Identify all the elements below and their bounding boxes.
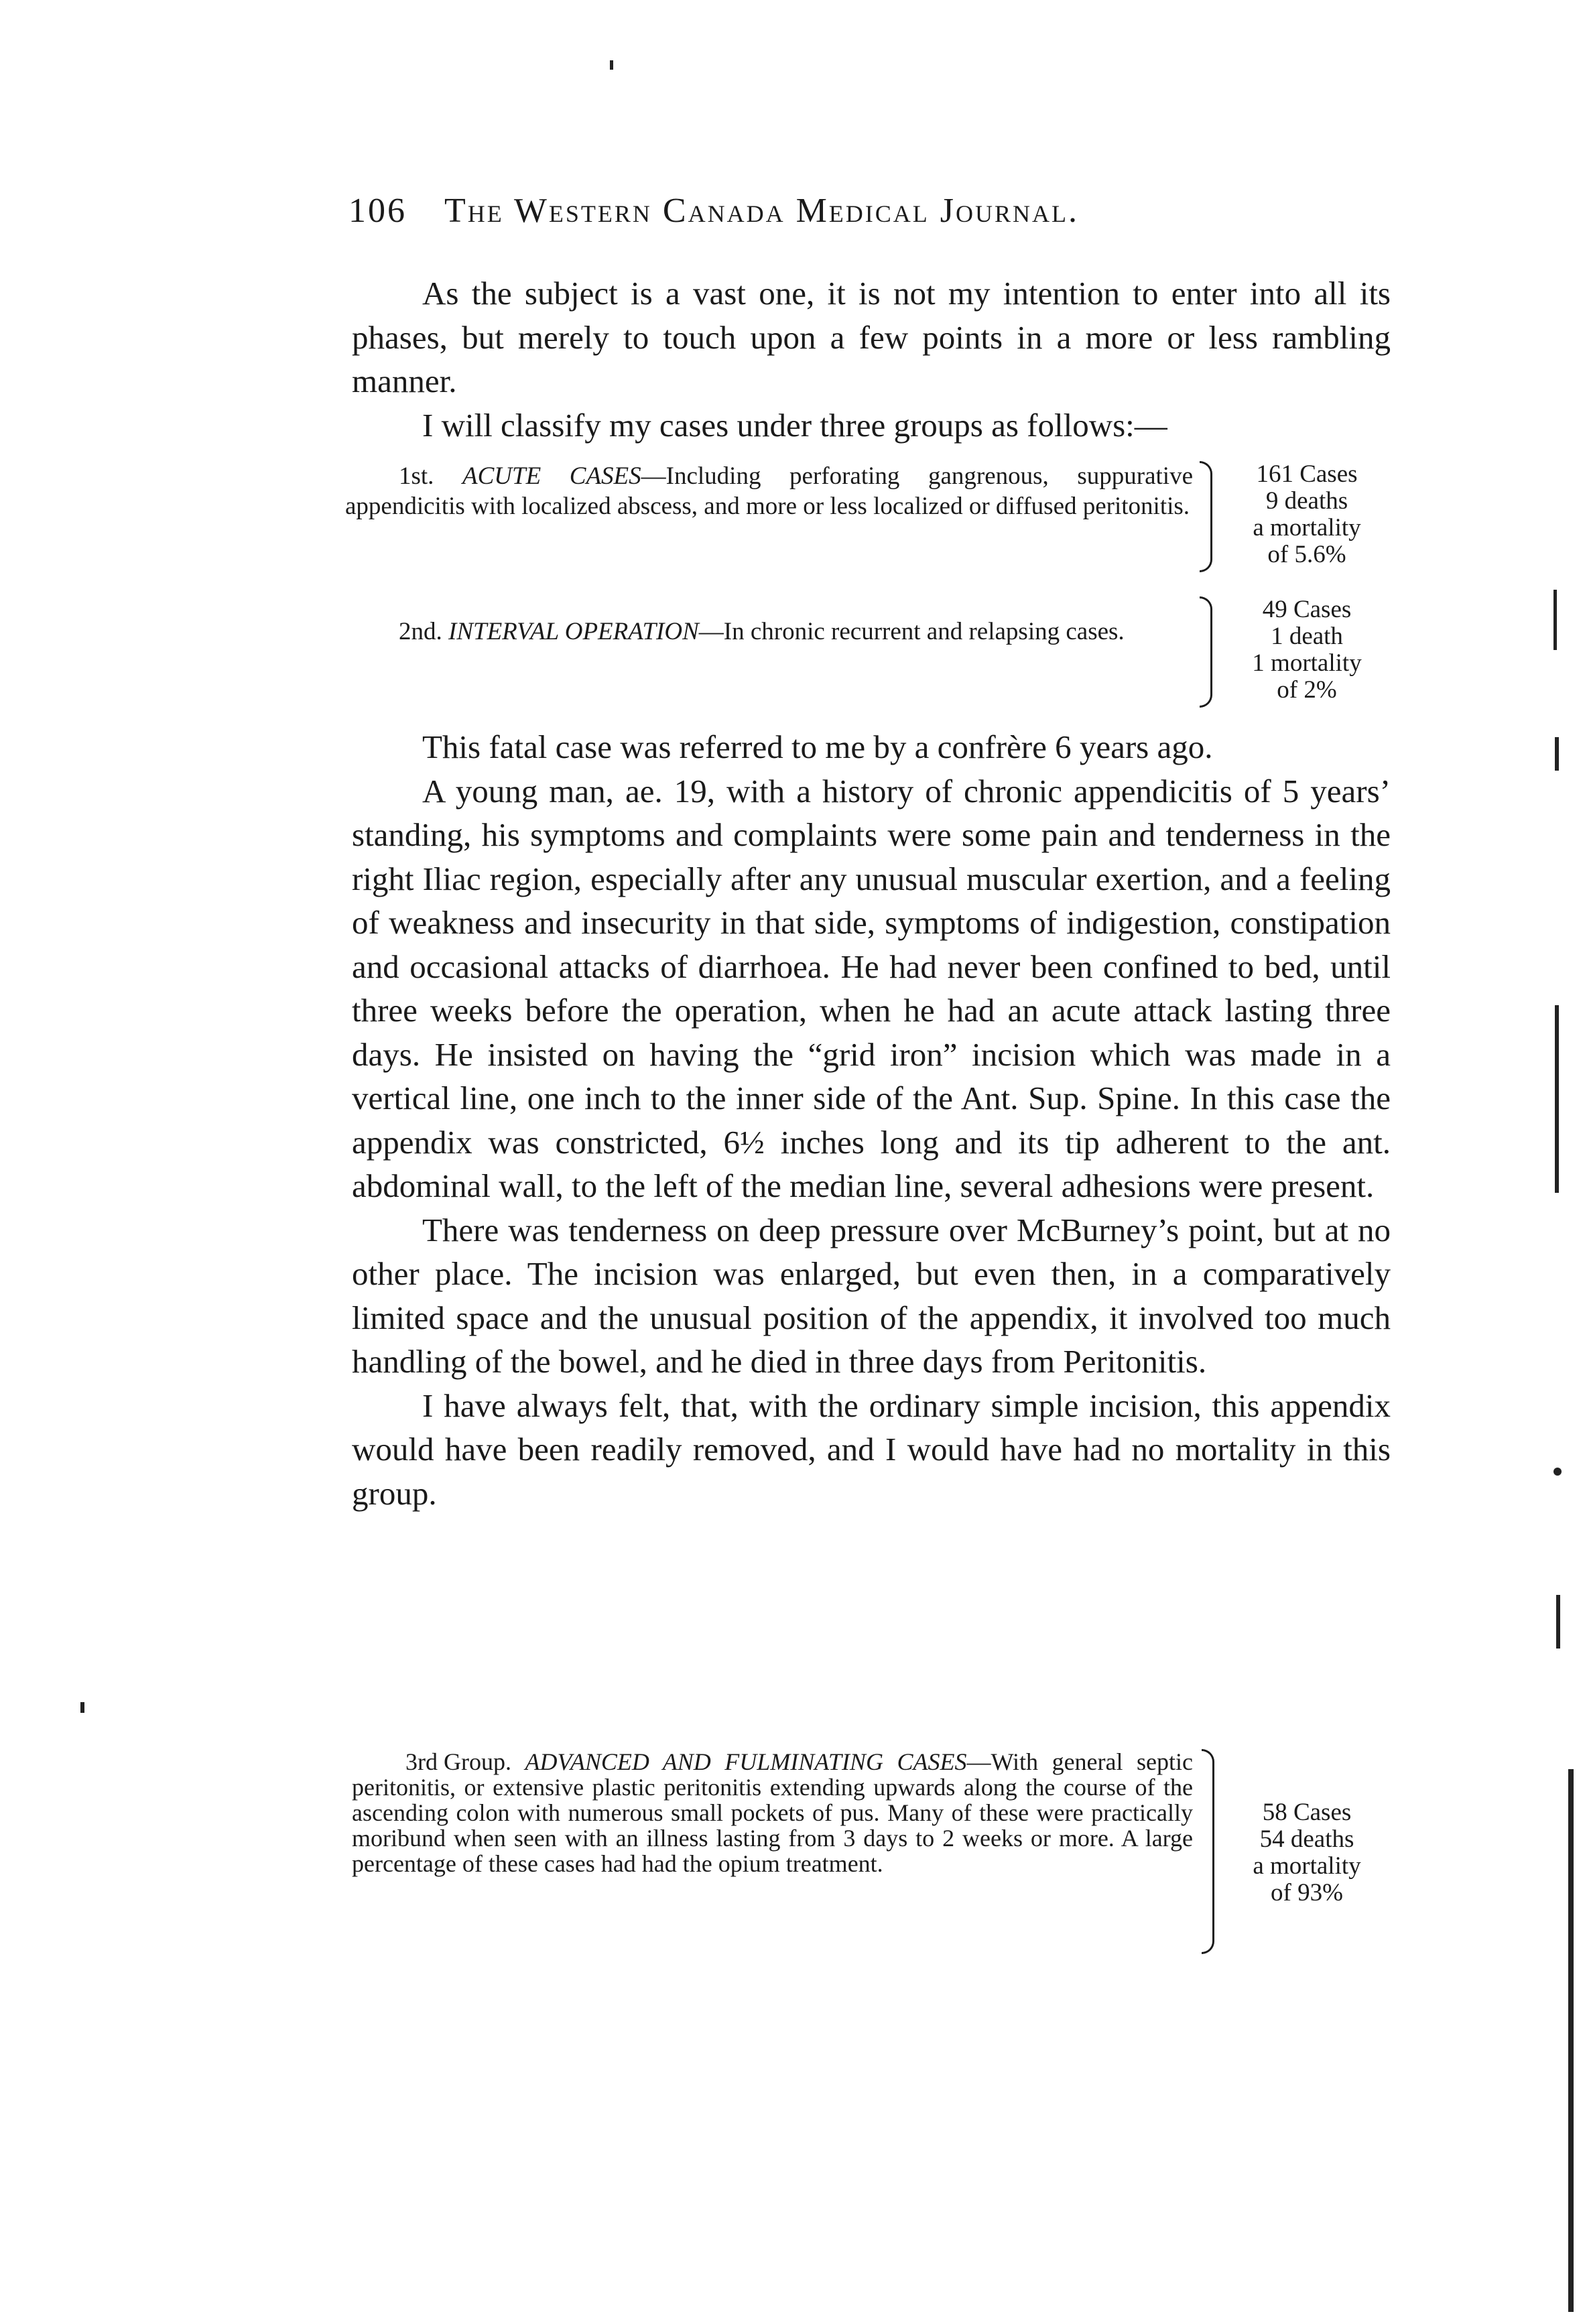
scan-artifact: [1555, 737, 1559, 771]
scan-artifact: [1556, 1595, 1560, 1649]
intro-text: [352, 271, 1391, 447]
running-header: [348, 191, 1273, 231]
group-2-stats: [1223, 596, 1391, 704]
group-2-cases: 49 Cases: [1262, 596, 1352, 623]
group-3-text: —With general septic peritonitis, or extensive plastic peritonitis extending upwards along the course of the ascending colon with numerous small pockets of pus. Many of these were practically moribund when seen with an illness lasting from 3 days to 2 weeks or more. A large percentage of these cases had had the opium treatment.: [352, 1748, 1194, 1877]
scan-artifact: [1568, 1769, 1574, 2312]
group-3-cases: 58 Cases: [1262, 1799, 1352, 1826]
group-1-brace: [1200, 461, 1212, 572]
group-3-heading: ADVANCED AND FULMINATING CASES: [525, 1748, 967, 1775]
body-paragraph-1: This fatal case was referred to me by a confrère 6 years ago.: [422, 728, 1213, 765]
group-2-deaths: 1 death: [1271, 623, 1343, 650]
group-1-text: —Including perforating gangrenous, suppurative appendicitis with localized abscess, and more or less localized or diffused peritonitis.: [345, 462, 1193, 520]
group-2-heading: INTERVAL OPERATION: [448, 618, 699, 645]
group-1-number: 1st.: [399, 462, 434, 490]
group-3-stats: [1223, 1799, 1391, 1907]
intro-paragraph-2: I will classify my cases under three groups as follows:—: [422, 406, 1167, 444]
group-3-description: [352, 1749, 1193, 1876]
group-2-number: 2nd.: [399, 618, 442, 645]
group-2-description: [345, 617, 1193, 647]
group-1-deaths: 9 deaths: [1265, 487, 1348, 515]
group-1-cases: 161 Cases: [1256, 460, 1358, 488]
group-3-number: 3rd Group.: [405, 1748, 511, 1775]
group-3-advanced-cases: [345, 1749, 1391, 1963]
intro-paragraph-1: As the subject is a vast one, it is not my intention to enter into all its phases, but merely to touch upon a few points in a more or less rambling manner.: [352, 275, 1391, 399]
body-paragraph-4: I have always felt, that, with the ordinary simple incision, this appendix would have been readily removed, and I would have had no mortality in this group.: [352, 1386, 1391, 1512]
group-1-mortality-label: a mortality: [1253, 514, 1361, 541]
group-1-acute-cases: [345, 461, 1391, 582]
page-number: 106: [348, 192, 407, 230]
case-report: [352, 725, 1391, 1515]
group-3-deaths: 54 deaths: [1259, 1825, 1354, 1853]
group-1-mortality-value: of 5.6%: [1267, 541, 1346, 568]
scan-artifact: [610, 60, 613, 70]
group-3-mortality-label: a mortality: [1253, 1852, 1361, 1880]
scan-artifact: [80, 1702, 84, 1713]
group-2-text: —In chronic recurrent and relapsing cases.: [698, 618, 1125, 645]
group-1-stats: [1223, 461, 1391, 568]
scan-artifact: [1553, 1468, 1562, 1476]
group-3-brace: [1202, 1749, 1214, 1954]
journal-title: The Western Canada Medical Journal.: [444, 192, 1080, 230]
group-2-mortality-value: of 2%: [1277, 676, 1337, 704]
group-2-mortality-label: 1 mortality: [1252, 649, 1362, 677]
scan-artifact: [1553, 590, 1557, 650]
body-paragraph-2: A young man, ae. 19, with a history of chronic appendicitis of 5 years’ standing, his symptoms and complaints were some pain and tenderness in the right Iliac region, especially after any unusual muscular exertion, and a feeling of weakness and insecurity in that side, symptoms of indigestion, constipation and occasional attacks of diarrhoea. He had never been confined to bed, until three weeks before the operation, when he had an acute attack lasting three days. He insisted on having the “grid iron” incision which was made in a vertical line, one inch to the inner side of the Ant. Sup. Spine. In this case the appendix was constricted, 6½ inches long and its tip adherent to the ant. abdominal wall, to the left of the median line, several adhesions were present.: [352, 772, 1391, 1204]
body-paragraph-3: There was tenderness on deep pressure over McBurney’s point, but at no other place. The incision was enlarged, but even then, in a comparatively limited space and the unusual position of the appendix, it involved too much handling of the bowel, and he died in three days from Peritonitis.: [352, 1211, 1391, 1380]
group-1-heading: ACUTE CASES: [462, 462, 641, 490]
scan-artifact: [1555, 1005, 1559, 1193]
group-3-mortality-value: of 93%: [1271, 1879, 1343, 1907]
group-1-description: [345, 461, 1193, 521]
group-2-brace: [1200, 596, 1212, 708]
group-2-interval-operation: [345, 596, 1391, 710]
